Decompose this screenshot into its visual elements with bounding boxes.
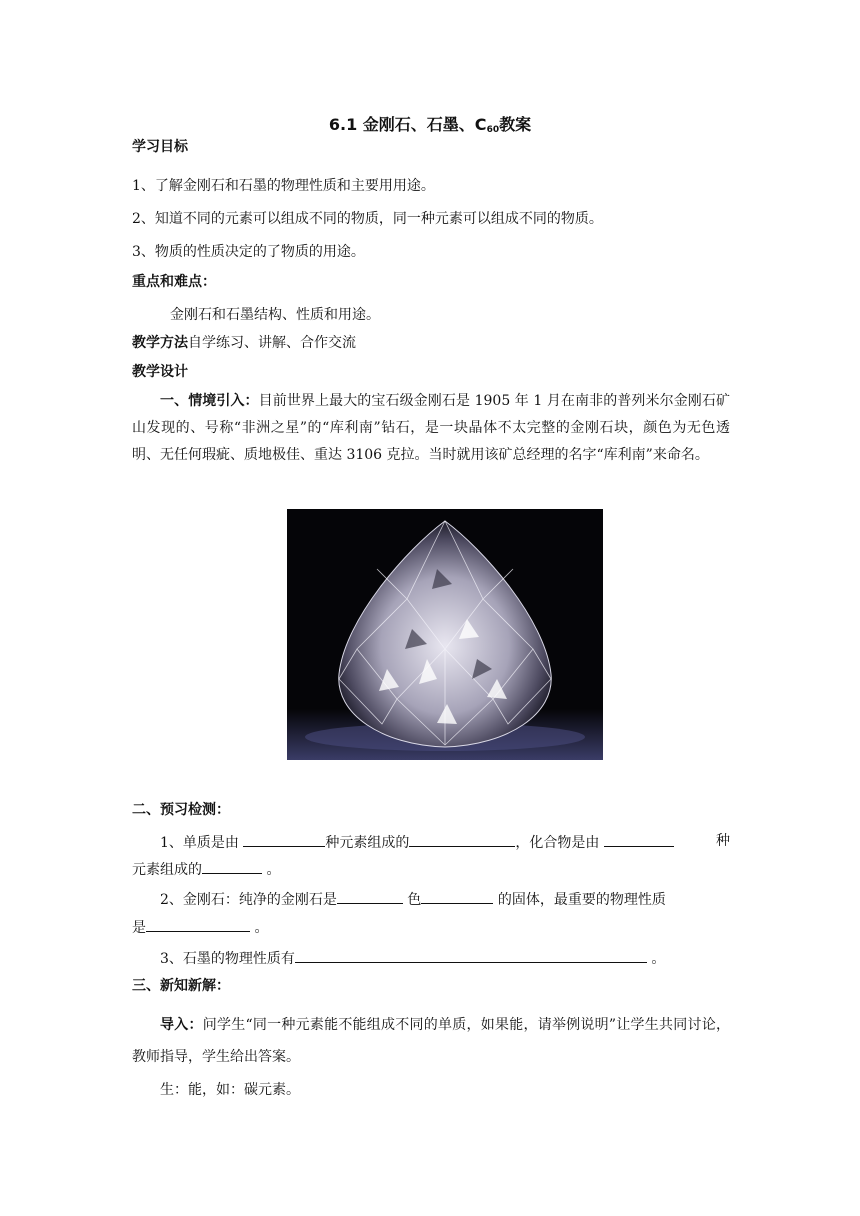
q1-text-c: ，化合物是由 xyxy=(515,835,600,851)
objective-3: 3、物质的性质决定的了物质的用途。 xyxy=(132,244,365,260)
objective-2: 2、知道不同的元素可以组成不同的物质，同一种元素可以组成不同的物质。 xyxy=(132,211,603,227)
q2-text-a: 2、金刚石：纯净的金刚石是 xyxy=(160,892,337,908)
q1-blank-4[interactable] xyxy=(202,858,262,874)
q3-text-a: 3、石墨的物理性质有 xyxy=(160,951,295,967)
q3-blank-1[interactable] xyxy=(295,947,647,963)
method-line xyxy=(132,333,356,353)
q2-text-e: 。 xyxy=(254,920,269,936)
key-points-heading: 重点和难点： xyxy=(132,274,216,290)
guide-paragraph xyxy=(132,1009,730,1073)
preview-heading: 二、预习检测： xyxy=(132,802,230,818)
diamond-illustration xyxy=(287,509,603,760)
question-1-line-1 xyxy=(160,831,674,853)
question-1-line-2 xyxy=(132,858,280,880)
student-answer: 生：能，如：碳元素。 xyxy=(160,1082,300,1098)
q1-text-a: 1、单质是由 xyxy=(160,835,239,851)
method-text: 自学练习、讲解、合作交流 xyxy=(188,335,356,351)
new-knowledge-heading: 三、新知新解： xyxy=(132,978,230,994)
question-3-line xyxy=(160,947,665,969)
intro-text: 目前世界上最大的宝石级金刚石是 1905 年 1 月在南非的普列米尔金刚石矿山发现的、号称“非洲之星”的“库利南”钻石，是一块晶体不太完整的金刚石块，颜色为无色透明、无任何瑕疵、质地极佳、重达 3106 克拉。当时就用该矿总经理的名字“库利南”来命名。 xyxy=(132,393,730,463)
q1-text-f: 。 xyxy=(266,862,281,878)
intro-prefix: 一、 xyxy=(160,393,189,409)
design-heading: 教学设计 xyxy=(132,364,188,380)
key-points-text: 金刚石和石墨结构、性质和用途。 xyxy=(170,307,380,323)
q2-text-d: 是 xyxy=(132,920,146,936)
question-2-line-2 xyxy=(132,916,268,938)
q1-blank-2[interactable] xyxy=(409,831,515,847)
q1-blank-1[interactable] xyxy=(243,831,325,847)
q2-text-c: 的固体，最重要的物理性质 xyxy=(497,892,666,908)
page-title xyxy=(0,112,860,135)
question-2-line-1 xyxy=(160,888,666,910)
q1-text-d: 种 xyxy=(716,833,730,849)
diamond-image xyxy=(287,509,603,760)
guide-label: 导入： xyxy=(160,1017,203,1033)
q1-text-b: 种元素组成的 xyxy=(325,835,410,851)
method-heading: 教学方法 xyxy=(132,335,188,351)
objectives-heading: 学习目标 xyxy=(132,139,188,155)
q1-text-e: 元素组成的 xyxy=(132,862,202,878)
title-main: 6.1 金刚石、石墨、C xyxy=(328,115,487,134)
title-subscript: 60 xyxy=(486,125,500,135)
intro-label: 情境引入： xyxy=(188,393,259,409)
q2-text-b: 色 xyxy=(407,892,422,908)
q2-blank-2[interactable] xyxy=(421,888,493,904)
guide-text: 问学生“同一种元素能不能组成不同的单质，如果能，请举例说明”让学生共同讨论，教师指导，学生给出答案。 xyxy=(132,1017,731,1065)
q2-blank-1[interactable] xyxy=(337,888,403,904)
q1-blank-3[interactable] xyxy=(604,831,674,847)
q2-blank-3[interactable] xyxy=(146,916,250,932)
q3-text-b: 。 xyxy=(651,951,666,967)
intro-paragraph xyxy=(132,388,730,469)
objective-1: 1、了解金刚石和石墨的物理性质和主要用用途。 xyxy=(132,178,435,194)
title-end: 教案 xyxy=(499,115,532,134)
